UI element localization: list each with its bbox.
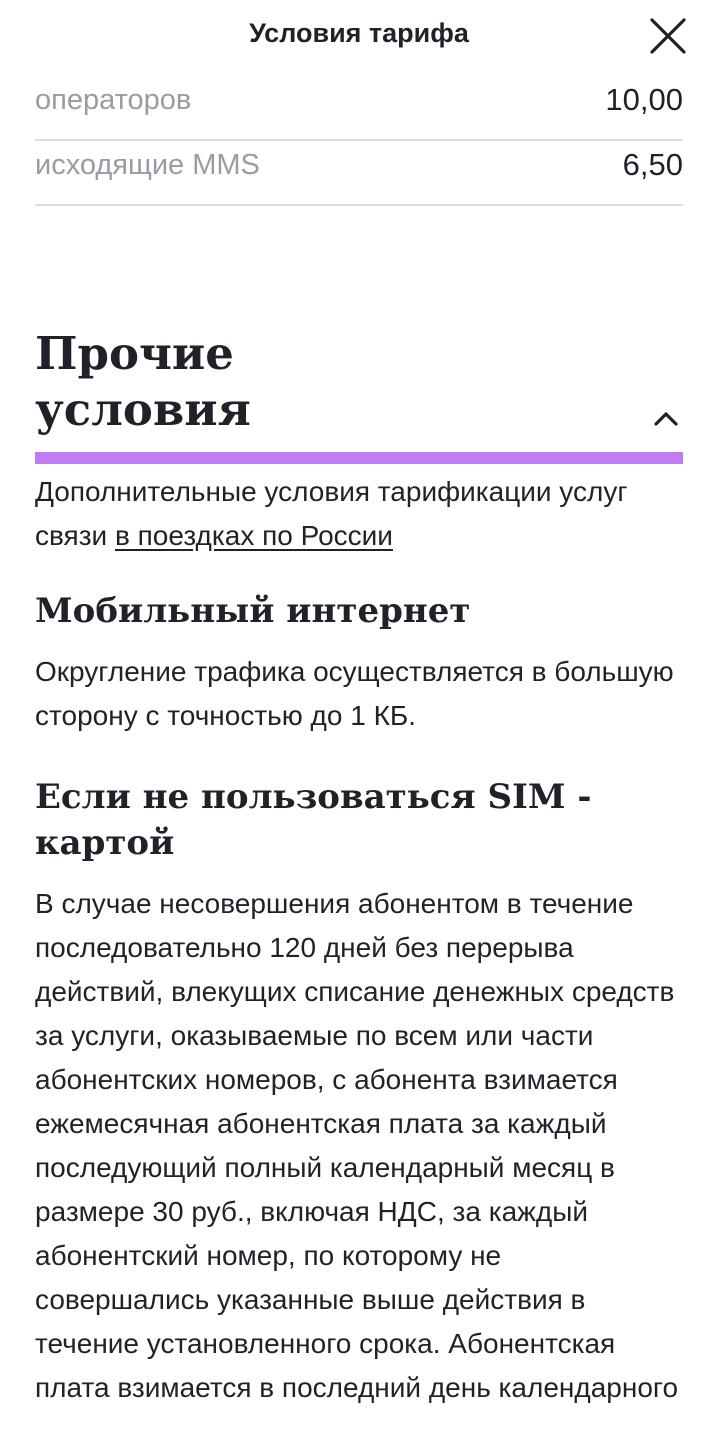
- close-button[interactable]: [646, 14, 690, 58]
- modal-title: Условия тарифа: [249, 18, 469, 48]
- no-sim-text: В случае несовершения абонентом в течение последовательно 120 дней без перерыва действий, влекущих списание денежных средств за услуги, оказываемые по всем или части абонентских номеров, с абонента взимается ежемесячная абонентская плата за каждый последующий полный календарный месяц в размере 30 руб., включая НДС, за каждый абонентский номер, по которому не совершались указанные выше действия в течение установленного срока. Абонентская плата взимается в последний день календарного: [35, 888, 679, 1403]
- section-title: Прочие условия: [35, 327, 251, 436]
- intro-text: Дополнительные условия тарификации услуг связи: [35, 476, 628, 551]
- intro-paragraph: [35, 470, 683, 558]
- mobile-internet-text: Округление трафика осуществляется в большую сторону с точностью до 1 КБ.: [35, 656, 674, 731]
- no-sim-heading: Если не пользоваться SIM - картой: [35, 777, 592, 863]
- price-row-value: 10,00: [605, 82, 683, 117]
- modal-header: [0, 0, 718, 76]
- price-row-label: исходящие MMS: [35, 149, 260, 181]
- trips-russia-link[interactable]: в поездках по России: [114, 520, 393, 551]
- price-row-label: операторов: [35, 84, 192, 116]
- close-icon: [646, 14, 690, 58]
- price-row: [35, 141, 683, 206]
- other-conditions-toggle[interactable]: [35, 326, 683, 464]
- chevron-up-icon: [651, 404, 681, 434]
- price-row: [35, 76, 683, 141]
- section-accent-bar: [35, 452, 683, 464]
- mobile-internet-heading: Мобильный интернет: [35, 591, 471, 631]
- price-row-value: 6,50: [622, 147, 683, 182]
